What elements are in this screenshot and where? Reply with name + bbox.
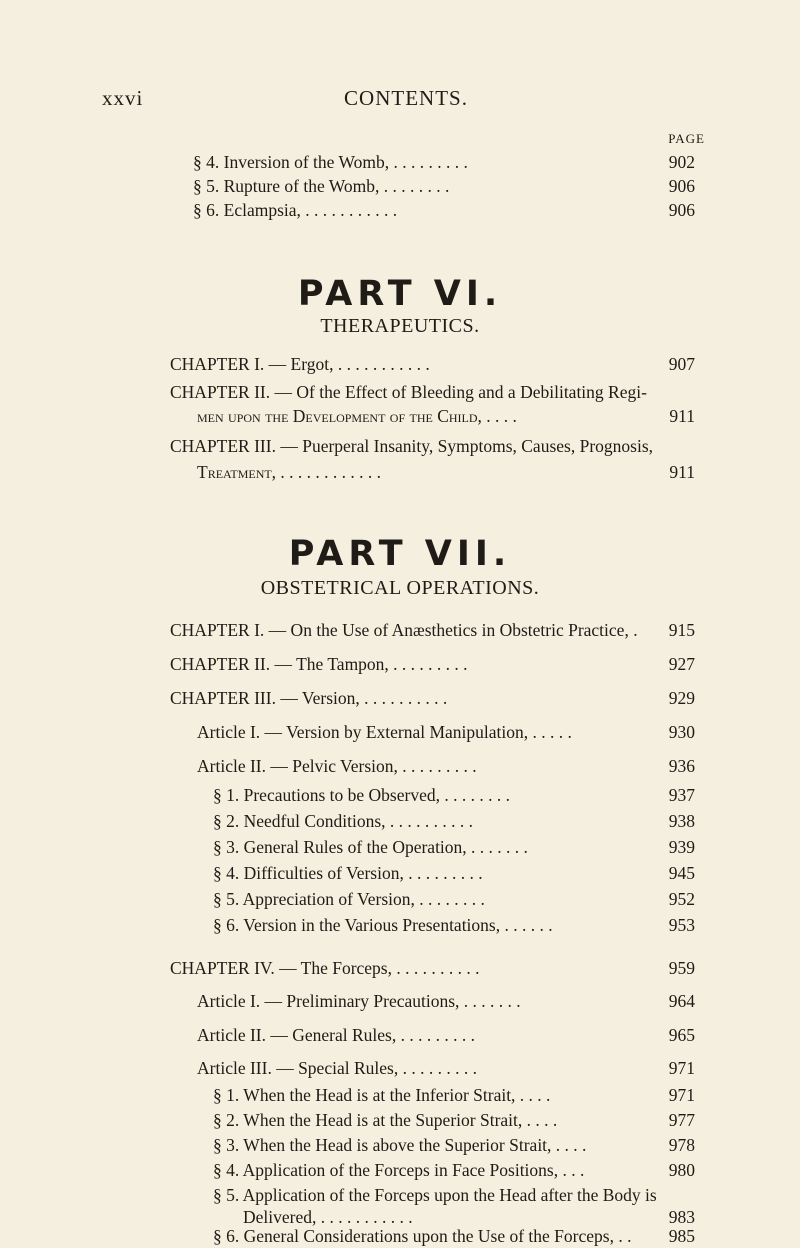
toc-entry: [0, 863, 800, 885]
toc-entry-page: 907: [668, 354, 695, 374]
toc-entry-page: 945: [668, 863, 695, 883]
toc-entry-page: 964: [668, 991, 695, 1011]
toc-entry-text: § 5. Application of the Forceps upon the Head after the Body is: [213, 1185, 657, 1205]
toc-entry: [0, 1025, 800, 1047]
toc-entry: [0, 176, 800, 198]
toc-entry-text: CHAPTER III. — Puerperal Insanity, Symptoms, Causes, Prognosis,: [170, 436, 654, 456]
toc-entry-text: § 4. Inversion of the Womb, . . . . . . . . .: [193, 152, 468, 172]
part-vii-heading: PART VII.: [288, 534, 512, 574]
toc-entry-page: 939: [668, 837, 695, 857]
toc-entry-text: CHAPTER I. — On the Use of Anæsthetics in Obstetric Practice, .: [170, 620, 638, 640]
toc-entry-text: § 1. Precautions to be Observed, . . . . . . . .: [213, 785, 510, 805]
part-vi-heading: PART VI.: [297, 274, 503, 314]
toc-entry-page: 983: [668, 1207, 695, 1227]
toc-entry-text: § 5. Rupture of the Womb, . . . . . . . .: [193, 176, 450, 196]
toc-entry: [0, 354, 800, 376]
toc-entry-text: CHAPTER III. — Version, . . . . . . . . . .: [170, 688, 448, 708]
toc-entry-text: § 3. When the Head is above the Superior Strait, . . . .: [213, 1135, 587, 1155]
toc-entry-page: 937: [668, 785, 695, 805]
running-head: [102, 86, 710, 112]
toc-entry-text: § 3. General Rules of the Operation, . . . . . . .: [213, 837, 528, 857]
toc-entry-text: Article I. — Version by External Manipulation, . . . . .: [197, 722, 572, 742]
toc-entry-continuation: [0, 406, 800, 428]
toc-entry-page: 971: [668, 1085, 695, 1105]
toc-entry: [0, 1160, 800, 1182]
toc-entry-page: 938: [668, 811, 695, 831]
toc-entry-text: § 2. When the Head is at the Superior Strait, . . . .: [213, 1110, 558, 1130]
toc-entry-text: men upon the Development of the Child, . . . .: [197, 406, 517, 426]
toc-entry: [0, 811, 800, 833]
toc-entry: [0, 756, 800, 778]
toc-entry-page: 980: [668, 1160, 695, 1180]
toc-entry-text: Article II. — Pelvic Version, . . . . . . . . .: [197, 756, 477, 776]
toc-entry-text: § 6. General Considerations upon the Use of the Forceps, . .: [213, 1226, 632, 1246]
toc-entry: [0, 436, 800, 458]
toc-entry-page: 930: [668, 722, 695, 742]
toc-entry: [0, 991, 800, 1013]
page-column-label: PAGE: [668, 131, 705, 146]
toc-entry: [0, 152, 800, 174]
toc-entry-page: 952: [668, 889, 695, 909]
toc-entry-continuation: [0, 462, 800, 484]
toc-entry-text: CHAPTER I. — Ergot, . . . . . . . . . . .: [170, 354, 430, 374]
toc-entry: [0, 837, 800, 859]
toc-entry-page: 906: [668, 176, 695, 196]
toc-entry-page: 929: [668, 688, 695, 708]
toc-entry: [0, 1110, 800, 1132]
toc-entry: [0, 688, 800, 710]
toc-entry-text: § 6. Version in the Various Presentations, . . . . . .: [213, 915, 553, 935]
toc-entry: [0, 785, 800, 807]
toc-entry: [0, 958, 800, 980]
toc-entry-text: CHAPTER II. — Of the Effect of Bleeding and a Debilitating Regi-: [170, 382, 647, 402]
toc-entry-page: 977: [668, 1110, 695, 1130]
toc-entry-page: 959: [668, 958, 695, 978]
toc-entry: [0, 1135, 800, 1157]
toc-entry: [0, 1085, 800, 1107]
toc-entry-text: § 6. Eclampsia, . . . . . . . . . . .: [193, 200, 398, 220]
toc-entry-text: § 4. Difficulties of Version, . . . . . . . . .: [213, 863, 483, 883]
toc-entry-page: 985: [668, 1226, 695, 1246]
toc-entry: [0, 200, 800, 222]
toc-entry: [0, 382, 800, 404]
toc-entry: [0, 620, 800, 642]
toc-entry-text: § 5. Appreciation of Version, . . . . . . . .: [213, 889, 485, 909]
toc-entry-page: 927: [668, 654, 695, 674]
page-number: xxvi: [102, 86, 144, 110]
part-vi-subtitle: THERAPEUTICS.: [320, 315, 480, 337]
toc-entry-text: Treatment, . . . . . . . . . . . .: [197, 462, 382, 482]
toc-entry-text: § 1. When the Head is at the Inferior Strait, . . . .: [213, 1085, 551, 1105]
toc-entry: [0, 1058, 800, 1080]
toc-entry: [0, 889, 800, 911]
toc-entry: [0, 915, 800, 937]
toc-entry-text: Delivered, . . . . . . . . . . .: [243, 1207, 413, 1227]
toc-entry-text: CHAPTER IV. — The Forceps, . . . . . . . . . .: [170, 958, 480, 978]
page-header-title: CONTENTS.: [344, 86, 468, 110]
toc-entry-page: 953: [668, 915, 695, 935]
toc-entry-text: Article I. — Preliminary Precautions, . . . . . . .: [197, 991, 521, 1011]
toc-entry-text: CHAPTER II. — The Tampon, . . . . . . . . .: [170, 654, 468, 674]
toc-entry-page: 906: [668, 200, 695, 220]
toc-entry-page: 978: [668, 1135, 695, 1155]
toc-entry: [0, 1226, 800, 1248]
toc-entry: [0, 722, 800, 744]
part-vii-subtitle: OBSTETRICAL OPERATIONS.: [260, 577, 540, 599]
toc-entry-page: 902: [668, 152, 695, 172]
toc-entry-page: 965: [668, 1025, 695, 1045]
toc-entry-page: 915: [668, 620, 695, 640]
toc-entry-page: 936: [668, 756, 695, 776]
toc-entry: [0, 1185, 800, 1207]
toc-entry: [0, 654, 800, 676]
toc-entry-page: 911: [669, 406, 695, 426]
toc-entry-text: Article II. — General Rules, . . . . . . . . .: [197, 1025, 475, 1045]
toc-entry-page: 911: [669, 462, 695, 482]
toc-entry-page: 971: [668, 1058, 695, 1078]
toc-entry-text: § 2. Needful Conditions, . . . . . . . . . .: [213, 811, 474, 831]
toc-entry-text: § 4. Application of the Forceps in Face Positions, . . .: [213, 1160, 585, 1180]
toc-entry-text: Article III. — Special Rules, . . . . . . . . .: [197, 1058, 477, 1078]
